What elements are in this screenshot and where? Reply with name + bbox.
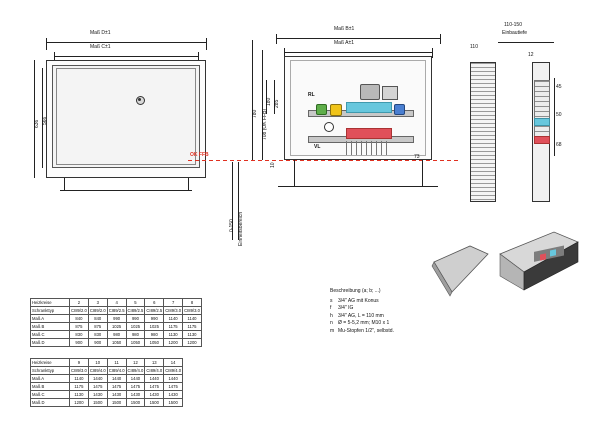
label-rl: RL (308, 92, 315, 98)
iso-cabinet-svg (496, 228, 582, 306)
table-header-cell: 5 (126, 299, 145, 307)
table-cell: CI89/3.0 (184, 308, 200, 313)
description-key: f (330, 305, 332, 311)
dim-ext-d-r (206, 38, 207, 50)
table-cell: CI89/2.5 (127, 308, 144, 313)
table-cell: 1430 (126, 391, 145, 399)
table-cell: 1500 (145, 399, 164, 407)
valve-group-bottom (346, 128, 392, 139)
table-cell: 1475 (88, 383, 107, 391)
front-base (60, 190, 192, 191)
table-cell: 1025 (145, 323, 164, 331)
valve-cap-green (316, 104, 327, 115)
table-cell: 1140 (70, 375, 89, 383)
dim-line-b (276, 38, 440, 39)
mid-dim-73: 73 (414, 154, 420, 160)
table-cell: CI89/3.0 (165, 308, 182, 313)
ok-ffb-label: OK FFB (190, 152, 209, 158)
table-cell: 1175 (164, 323, 183, 331)
table-cell: CI89/4.0 (89, 368, 106, 373)
side-dim-top-label: Einbautiefe (502, 30, 528, 36)
table-cell: 1500 (164, 399, 183, 407)
valve-cap-blue (394, 104, 405, 115)
front-dim-d: Maß D±1 (90, 30, 111, 36)
table-header-cell: 9 (70, 359, 89, 367)
einbau-dim: 0-150 (229, 219, 235, 232)
description-heading: Beschreibung (a; b; ...) (330, 288, 381, 294)
table-header-cell: 10 (88, 359, 107, 367)
description-text: Mu-Stopfen 1/2", selbstd. (338, 327, 394, 334)
table-cell: 1175 (70, 383, 89, 391)
description-key: s (330, 297, 333, 304)
table-cell: 830 (70, 331, 89, 339)
cabinet-front-panel (56, 68, 196, 165)
table-header-cell: 7 (164, 299, 183, 307)
table-cell: 1130 (70, 391, 89, 399)
dim-ext-b-r (440, 34, 441, 44)
gauge-icon (324, 122, 334, 132)
table-cell: 1140 (183, 315, 202, 323)
side-dim-45: 45 (556, 84, 562, 90)
table-cell: CI89/4.0 (146, 368, 163, 373)
table-cell: 1430 (164, 391, 183, 399)
table-cell: 875 (70, 323, 89, 331)
table-cell: 1440 (126, 375, 145, 383)
side-valve-red (534, 136, 550, 144)
table-cell: Maß B (31, 383, 70, 391)
table-cell: 990 (126, 315, 145, 323)
table-cell: CI89/2.5 (108, 308, 125, 313)
mid-dim-708: 708 (OK FFB) (262, 108, 268, 140)
table-cell: 1200 (183, 339, 202, 347)
table-cell: CI89/2.5 (146, 308, 163, 313)
spec-table-1 (30, 298, 202, 347)
table-cell: 1500 (126, 399, 145, 407)
table-cell: Maß A (31, 375, 70, 383)
description-key: n (330, 320, 333, 326)
mid-base (278, 186, 438, 187)
table-cell: 840 (88, 315, 107, 323)
table-cell: CI89/4.0 (108, 368, 125, 373)
table-cell: 1025 (126, 323, 145, 331)
description-row (330, 328, 450, 336)
front-dim-c: Maß C±1 (90, 44, 111, 50)
manifold-view (268, 18, 448, 208)
mixer-body (382, 86, 398, 100)
table-cell: Schrankttyp (31, 307, 70, 315)
description-key: h (330, 312, 333, 319)
table-header-cell: Heizkreise (31, 359, 70, 367)
mid-leg-l (294, 160, 295, 186)
dim-line-d (46, 42, 206, 43)
outlet-stems (346, 141, 390, 155)
description-row (330, 298, 450, 306)
mid-dim-180: 180 (266, 97, 272, 106)
table-header-cell: 6 (145, 299, 164, 307)
mid-dim-780: 780 (252, 109, 258, 118)
table-header-cell: 4 (107, 299, 126, 307)
table-cell: 1025 (107, 323, 126, 331)
mid-leg-r (422, 160, 423, 186)
table-cell: Maß C (31, 391, 70, 399)
table-cell: 1200 (164, 339, 183, 347)
dim-line-285 (274, 80, 275, 114)
description-text: 3/4" AG, L = 110 mm (338, 312, 384, 319)
mid-dim-10: 10 (270, 162, 276, 168)
side-valve-blue (534, 118, 550, 126)
table-cell: 1175 (183, 323, 202, 331)
table-cell: Maß C (31, 331, 70, 339)
mid-dim-b: Maß B±1 (334, 26, 355, 32)
table-row (31, 375, 183, 383)
table-cell: 1440 (107, 375, 126, 383)
side-section-left (470, 62, 496, 202)
iso-view-cabinet (496, 228, 582, 306)
side-view (460, 18, 590, 208)
table-row (31, 339, 202, 347)
table-cell: 1200 (70, 399, 89, 407)
table-cell: 1475 (145, 383, 164, 391)
table-cell: 1130 (183, 331, 202, 339)
table-cell: 1050 (107, 339, 126, 347)
description-text: 3/4" AG mit Konus (338, 297, 379, 304)
spec-table-2 (30, 358, 183, 407)
table-header-cell: 3 (88, 299, 107, 307)
table-cell: 1440 (164, 375, 183, 383)
spec-table-1-grid (30, 298, 202, 347)
table-cell: 990 (107, 315, 126, 323)
table-row (31, 315, 202, 323)
lock-dot (138, 98, 141, 101)
table-row (31, 399, 183, 407)
table-cell: Maß D (31, 399, 70, 407)
dim-ext-b-l (276, 34, 277, 44)
description-key: m (330, 327, 335, 334)
table-cell: 1050 (126, 339, 145, 347)
table-cell: 1440 (88, 375, 107, 383)
front-view (28, 20, 218, 200)
table-row (31, 323, 202, 331)
table-header-cell: 11 (107, 359, 126, 367)
description-row (330, 305, 450, 313)
front-leg-l (64, 178, 65, 190)
side-manifold-detail (534, 80, 550, 138)
table-cell: Maß D (31, 339, 70, 347)
table-cell: 980 (107, 331, 126, 339)
table-cell: 1140 (164, 315, 183, 323)
dim-ext-a-r (432, 48, 433, 58)
table-header-cell: 14 (164, 359, 183, 367)
table-header-cell: 8 (183, 299, 202, 307)
side-dim-line (498, 42, 554, 43)
table-cell: 980 (145, 331, 164, 339)
table-cell: 1475 (164, 383, 183, 391)
table-row (31, 307, 202, 315)
mid-dim-285: 285 (274, 99, 280, 108)
table-cell: 1500 (107, 399, 126, 407)
front-dim-636: 636 (34, 119, 40, 128)
description-text: 3/4" IG (338, 305, 354, 311)
table-cell: 875 (88, 323, 107, 331)
dim-ext-d-l (46, 38, 47, 50)
einbau-label: Einheitsbereich (238, 211, 244, 246)
table-cell: CI89/2.0 (71, 308, 87, 313)
front-dim-566: 566 (42, 116, 48, 125)
table-cell: CI89/2.0 (89, 308, 106, 313)
table-cell: Maß A (31, 315, 70, 323)
description-block (330, 288, 450, 335)
pump-body (360, 84, 380, 100)
description-row (330, 320, 450, 328)
side-dim-top: 110-150 (504, 22, 522, 28)
dim-line-780 (252, 40, 253, 160)
side-dim-chain (554, 78, 555, 156)
table-cell: 1475 (107, 383, 126, 391)
table-cell: CI89/4.0 (165, 368, 182, 373)
table-row (31, 391, 183, 399)
table-header-row (31, 359, 183, 367)
table-cell: 980 (126, 331, 145, 339)
table-cell: 1430 (107, 391, 126, 399)
table-header-cell: 12 (126, 359, 145, 367)
table-header-cell: Heizkreise (31, 299, 70, 307)
description-row (330, 313, 450, 321)
table-cell: 990 (145, 315, 164, 323)
table-header-cell: 2 (70, 299, 89, 307)
table-row (31, 331, 202, 339)
table-cell: 1050 (145, 339, 164, 347)
table-cell: 1430 (145, 391, 164, 399)
label-vl: VL (314, 144, 321, 150)
side-dim-12: 12 (528, 52, 534, 58)
table-cell: 1440 (145, 375, 164, 383)
side-dim-68: 68 (556, 142, 562, 148)
dim-line-c (54, 56, 198, 57)
table-row (31, 367, 183, 375)
table-header-row (31, 299, 202, 307)
table-row (31, 383, 183, 391)
valve-group-top (346, 102, 392, 113)
table-cell: 1500 (88, 399, 107, 407)
table-cell: CI89/4.0 (127, 368, 144, 373)
description-text: Ø = 5-5,2 mm; M10 x 1 (338, 320, 390, 326)
front-leg-r (188, 178, 189, 190)
table-cell: 840 (70, 315, 89, 323)
table-cell: 1130 (164, 331, 183, 339)
dim-line-a (284, 52, 432, 53)
table-cell: 1475 (126, 383, 145, 391)
side-dim-110: 110 (470, 44, 478, 50)
table-cell: Maß B (31, 323, 70, 331)
dim-line-708 (262, 50, 263, 160)
mid-dim-a: Maß A±1 (334, 40, 354, 46)
side-dim-50: 50 (556, 112, 562, 118)
table-cell: Schrankttyp (31, 367, 70, 375)
table-header-cell: 13 (145, 359, 164, 367)
table-cell: 900 (88, 339, 107, 347)
valve-cap-yellow (330, 104, 342, 116)
spec-table-2-grid (30, 358, 183, 407)
table-cell: 830 (88, 331, 107, 339)
table-cell: 900 (70, 339, 89, 347)
table-cell: CI89/3.0 (71, 368, 87, 373)
table-cell: 1430 (88, 391, 107, 399)
